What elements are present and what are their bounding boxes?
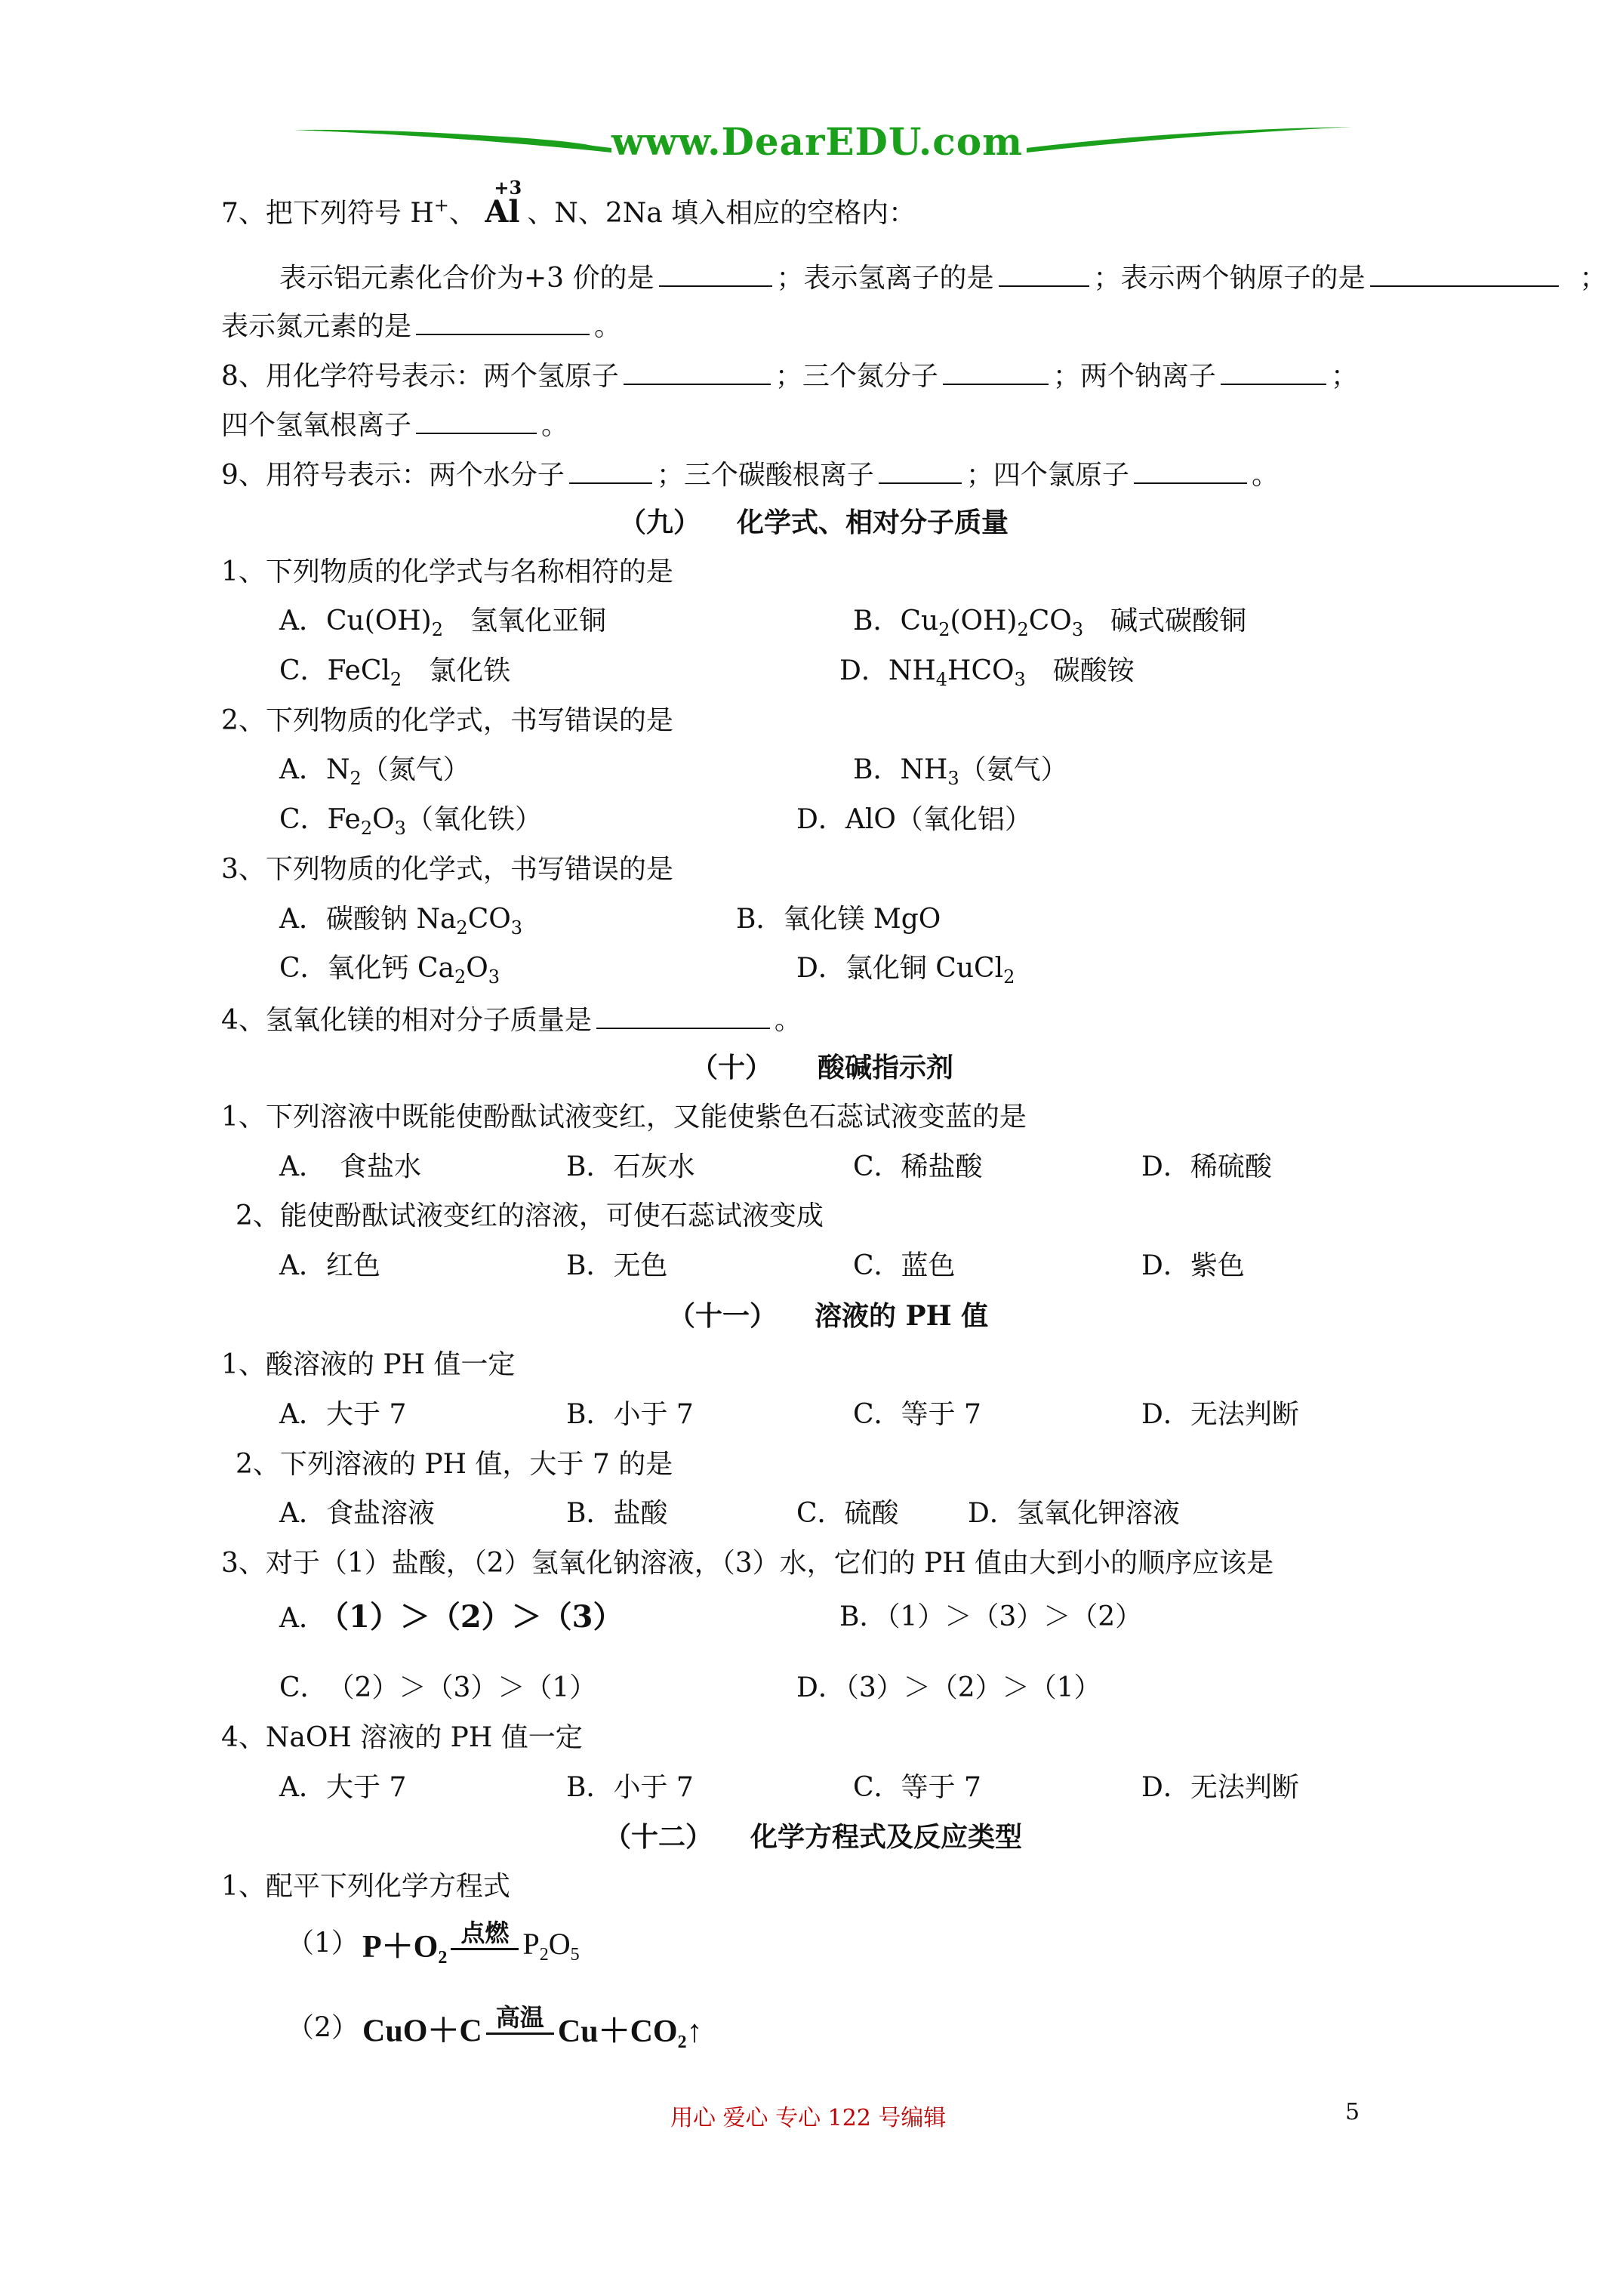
s11-q1-option-b: B．小于 7: [566, 1399, 694, 1430]
s11-q2-option-b: B．盐酸: [566, 1498, 668, 1529]
s11-q1-option-d: D．无法判断: [1141, 1399, 1299, 1430]
equation-2: （2） CuO＋C 高温 $Cu+CO_2↑$: [287, 2002, 703, 2054]
s9-q2-option-d: D．AlO（氧化铝）: [796, 804, 1032, 835]
answer-blank[interactable]: [1134, 457, 1247, 484]
gas-arrow-icon: ↑: [686, 2014, 703, 2049]
q8-line2: 四个氢氧根离子 。: [221, 407, 568, 442]
answer-blank[interactable]: [659, 260, 772, 287]
section-10-heading: （十） 酸碱指示剂: [691, 1052, 954, 1083]
s9-q3-option-b: B．氧化镁 MgO: [736, 904, 941, 935]
s10-q1-option-a: A． 食盐水: [279, 1151, 421, 1182]
s9-q1-option-a: A．$Cu(OH)_2$ 氢氧化亚铜: [279, 606, 607, 640]
answer-blank[interactable]: [596, 1002, 770, 1029]
s9-q1: 1、下列物质的化学式与名称相符的是: [221, 556, 673, 587]
s11-q2-option-d: D．氢氧化钾溶液: [968, 1498, 1180, 1529]
s9-q3-option-c: C．氧化钙 $Ca_2O_3$: [279, 953, 500, 988]
s9-q3: 3、下列物质的化学式，书写错误的是: [221, 854, 673, 885]
logo-text: www.DearEDU.com: [611, 119, 1024, 164]
s10-q1-option-d: D．稀硫酸: [1141, 1151, 1272, 1182]
s10-q1: 1、下列溶液中既能使酚酞试液变红，又能使紫色石蕊试液变蓝的是: [221, 1102, 1027, 1133]
s11-q3-option-b: B．（1）＞（3）＞（2）: [839, 1601, 1143, 1632]
s11-q1-option-c: C．等于 7: [853, 1399, 981, 1430]
aluminum-charge-symbol: +3 Al: [485, 177, 522, 230]
q7-line3: 表示氮元素的是 。: [221, 308, 621, 344]
q9-line: 9、用符号表示：两个水分子 ；三个碳酸根离子 ；四个氯原子 。: [221, 457, 1279, 492]
answer-blank[interactable]: [569, 457, 652, 484]
answer-blank[interactable]: [999, 260, 1089, 287]
section-9-heading: （九） 化学式、相对分子质量: [619, 507, 1009, 538]
s10-q2-option-a: A．红色: [279, 1250, 380, 1281]
s9-q1-option-b: B．$Cu_2(OH)_2CO_3$ 碱式碳酸铜: [853, 606, 1247, 640]
footer-text: 用心 爱心 专心 122 号编辑: [670, 2105, 947, 2131]
s9-q2-option-b: B．$NH_3$（氨气）: [853, 754, 1068, 789]
s11-q3-option-c: C． （2）＞（3）＞（1）: [279, 1672, 597, 1703]
s9-q3-option-a: A．碳酸钠 $Na_2CO_3$: [279, 904, 523, 938]
reaction-condition: 点燃: [451, 1918, 519, 1970]
equation-1: （1） $P+O_2$ 点燃 $P_2O_5$: [287, 1918, 580, 1970]
s9-q1-option-d: D．$NH_4HCO_3$ 碳酸铵: [839, 655, 1135, 690]
section-11-heading: （十一） 溶液的 PH 值: [668, 1300, 989, 1332]
q7-line2: 表示铝元素化合价为+3 价的是 ；表示氢离子的是 ；表示两个钠原子的是 ；: [279, 260, 1607, 295]
s11-q3-option-a: A． （1）＞（2）＞（3）: [279, 1599, 624, 1635]
s11-q3: 3、对于（1）盐酸，（2）氢氧化钠溶液，（3）水，它们的 PH 值由大到小的顺序应该是: [221, 1548, 1274, 1579]
s9-q2-option-a: A．$N_2$（氮气）: [279, 754, 470, 789]
s10-q2-option-c: C．蓝色: [853, 1250, 956, 1281]
s12-q1: 1、配平下列化学方程式: [221, 1871, 510, 1902]
s11-q4-option-b: B．小于 7: [566, 1772, 694, 1803]
s9-q4: 4、氢氧化镁的相对分子质量是 。: [221, 1002, 802, 1037]
answer-blank[interactable]: [879, 457, 962, 484]
s11-q1: 1、酸溶液的 PH 值一定: [221, 1349, 516, 1380]
s10-q2: 2、能使酚酞试液变红的溶液，可使石蕊试液变成: [236, 1200, 824, 1231]
section-12-heading: （十二） 化学方程式及反应类型: [604, 1821, 1023, 1853]
s10-q1-option-b: B．石灰水: [566, 1151, 695, 1182]
q7-intro: 7、把下列符号 H+、 +3 Al 、N、2Na 填入相应的空格内：: [221, 177, 916, 230]
page-number: 5: [1345, 2099, 1360, 2125]
s9-q2: 2、下列物质的化学式，书写错误的是: [221, 705, 673, 736]
answer-blank[interactable]: [1370, 260, 1559, 287]
s10-q2-option-b: B．无色: [566, 1250, 668, 1281]
s11-q4-option-d: D．无法判断: [1141, 1772, 1299, 1803]
s11-q4-option-a: A．大于 7: [279, 1772, 407, 1803]
s11-q2: 2、下列溶液的 PH 值，大于 7 的是: [236, 1449, 673, 1480]
s11-q4: 4、NaOH 溶液的 PH 值一定: [221, 1722, 583, 1753]
s9-q2-option-c: C．$Fe_2O_3$（氧化铁）: [279, 804, 542, 839]
answer-blank[interactable]: [624, 358, 771, 385]
answer-blank[interactable]: [416, 308, 590, 335]
reaction-condition: 高温: [486, 2002, 554, 2054]
s9-q3-option-d: D．氯化铜 CuCl$_2$: [796, 953, 1015, 988]
s11-q2-option-a: A．食盐溶液: [279, 1498, 435, 1529]
answer-blank[interactable]: [1221, 358, 1326, 385]
s10-q1-option-c: C．稀盐酸: [853, 1151, 983, 1182]
s11-q3-option-d: D．（3）＞（2）＞（1）: [796, 1672, 1101, 1703]
q8-line1: 8、用化学符号表示：两个氢原子 ；三个氮分子 ；两个钠离子 ；: [221, 358, 1358, 393]
answer-blank[interactable]: [943, 358, 1049, 385]
s11-q1-option-a: A．大于 7: [279, 1399, 407, 1430]
answer-blank[interactable]: [416, 407, 537, 434]
s9-q1-option-c: C．FeCl$_2$ 氯化铁: [279, 655, 511, 690]
s10-q2-option-d: D．紫色: [1141, 1250, 1245, 1281]
s11-q2-option-c: C．硫酸: [796, 1498, 899, 1529]
s11-q4-option-c: C．等于 7: [853, 1772, 981, 1803]
header-logo: [287, 113, 1359, 166]
